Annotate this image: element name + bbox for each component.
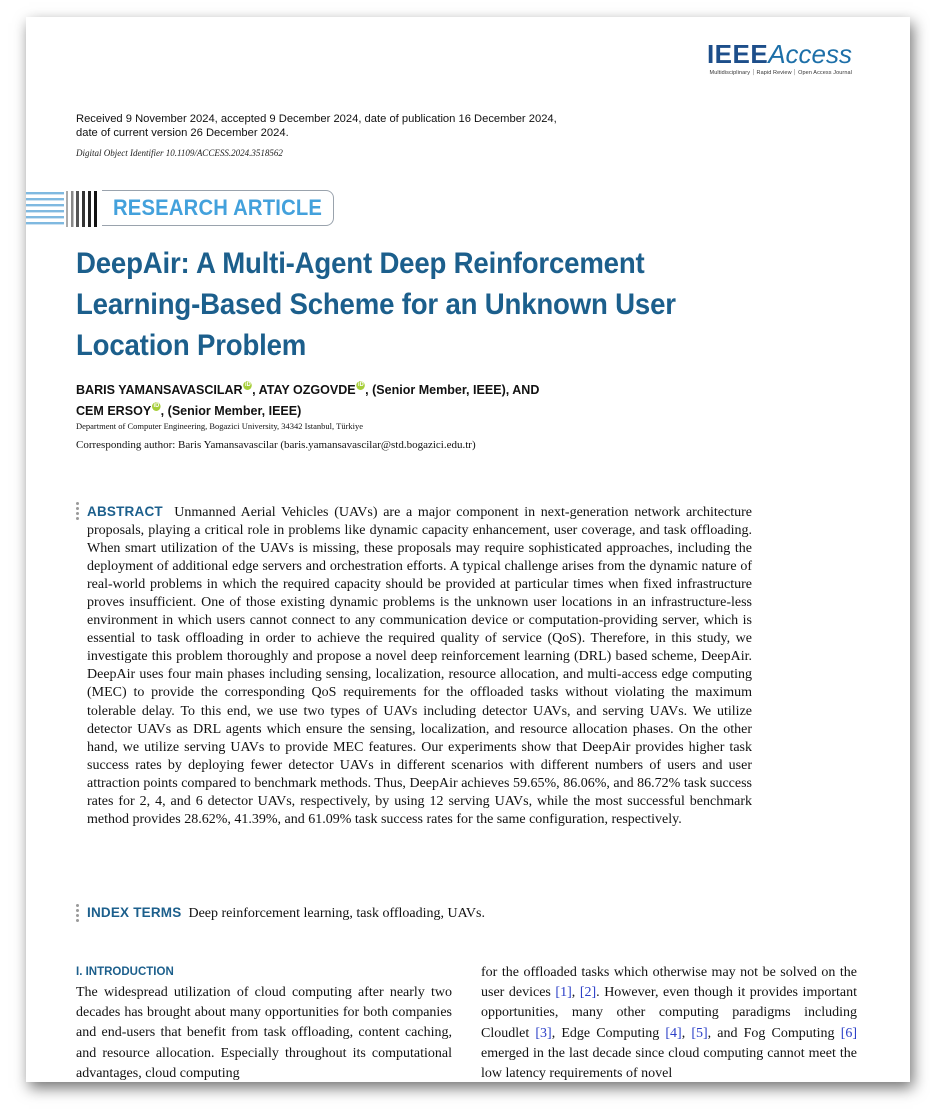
article-type-bars-graphic [26,189,101,229]
orcid-icon[interactable]: iD [357,382,364,388]
logo-access-text: Access [768,39,852,69]
intro-text: for the offloaded tasks which otherwise may not be solved on the user devices [481,965,857,1001]
citation-link[interactable]: [6] [840,1025,858,1041]
affiliation: Department of Computer Engineering, Bogazici University, 34342 Istanbul, Türkiye [76,421,364,431]
ieee-access-logo [707,39,852,77]
abstract-dots-icon [76,502,80,522]
citation-link[interactable]: [2] [579,985,597,1001]
intro-column-right [481,963,857,1082]
orcid-icon[interactable]: iD [244,382,251,388]
received-dates: Received 9 November 2024, accepted 9 December 2024, date of publication 16 December 2024, date of current version 26 December 2024. [76,113,557,139]
abstract [87,503,752,829]
intro-column-left: The widespread utilization of cloud computing after nearly two decades has brought about many opportunities for both companies and end-users that benefit from task offloading, content caching, and resource allocation. Especially throughout its computational advantages, cloud computing [76,985,452,1081]
paper-title: DeepAir: A Multi-Agent Deep Reinforcement Learning-Based Scheme for an Unknown User Location Problem [76,247,676,362]
author-3-suffix: , (Senior Member, IEEE) [160,403,302,418]
intro-text: emerged in the last decade since cloud computing cannot meet the low latency requirements of novel [481,1045,857,1082]
citation-link[interactable]: [1] [555,985,572,1001]
author-2: ATAY OZGOVDE [258,382,356,397]
intro-text: , [681,1025,692,1041]
intro-text: , Edge Computing [551,1025,666,1041]
citation-link[interactable]: [4] [665,1025,682,1041]
intro-text: , and Fog Computing [707,1025,841,1041]
corresponding-author: Corresponding author: Baris Yamansavascilar (baris.yamansavascilar@std.bogazici.edu.tr) [76,439,476,451]
section-heading-introduction: I. INTRODUCTION [76,966,174,978]
article-type-label: RESEARCH ARTICLE [113,195,323,220]
abstract-text: Unmanned Aerial Vehicles (UAVs) are a major component in next-generation network architecture proposals, playing a critical role in problems like dynamic capacity enhancement, user coverage, and task offloading. When smart utilization of the UAVs is missing, these proposals may require sophisticated approaches, including the deployment of additional edge servers and orchestration efforts. A typical challenge arises from the dynamic nature of real-world problems in which the required capacity should be provided at particular times when fixed infrastructure proves insufficient. One of those existing dynamic problems is the unknown user locations in an infrastructure-less environment in which users cannot connect to any communication device or computation-providing server, which is essential to task offloading in order to achieve the required quality of service (QoS). Therefore, in this study, we investigate this problem thoroughly and propose a novel deep reinforcement learning (DRL) based scheme, DeepAir. DeepAir uses four main phases including sensing, localization, resource allocation, and multi-access edge computing (MEC) to provide the corresponding QoS requirements for the offloaded tasks without violating the maximum tolerable delay. To this end, we use two types of UAVs including detector UAVs, and serving UAVs. We utilize detector UAVs as DRL agents which ensure the sensing, localization, and resource allocation phases. On the other hand, we utilize serving UAVs to provide MEC features. Our experiments show that DeepAir provides higher task success rates by deploying fewer detector UAVs in different scenarios with different numbers of users and user attraction points compared to benchmark methods. Thus, DeepAir achieves 59.65%, 86.06%, and 86.72% task success rates for 2, 4, and 6 detector UAVs, respectively, by using 12 serving UAVs, while the most successful benchmark method provides 28.62%, 41.39%, and 61.09% task success rates for the same configuration, respectively. [87,505,753,827]
author-2-suffix: , (Senior Member, IEEE), AND [365,382,540,397]
index-terms-label: INDEX TERMS [87,905,182,920]
citation-link[interactable]: [5] [691,1025,708,1041]
citation-link[interactable]: [3] [535,1025,552,1041]
doi: Digital Object Identifier 10.1109/ACCESS.2024.3518562 [76,148,283,158]
index-terms-dots-icon [76,904,80,924]
index-terms-text: Deep reinforcement learning, task offloading, UAVs. [188,906,485,921]
author-1: BARIS YAMANSAVASCILAR [76,382,243,397]
author-separator: , [252,382,259,397]
author-3: CEM ERSOY [76,403,152,418]
author-list [76,379,665,421]
paper-page [26,17,910,1082]
orcid-icon[interactable]: iD [153,403,160,409]
logo-ieee-text: IEEE [706,39,769,69]
intro-text: . However, even though it provides important opportunities, many other computing paradigms including Cloudlet [481,985,857,1041]
intro-text: , [571,985,580,1001]
index-terms [87,905,752,922]
abstract-label: ABSTRACT [87,504,163,519]
logo-tagline: Multidisciplinary ⏐ Rapid Review ⏐ Open Access Journal [709,70,852,76]
